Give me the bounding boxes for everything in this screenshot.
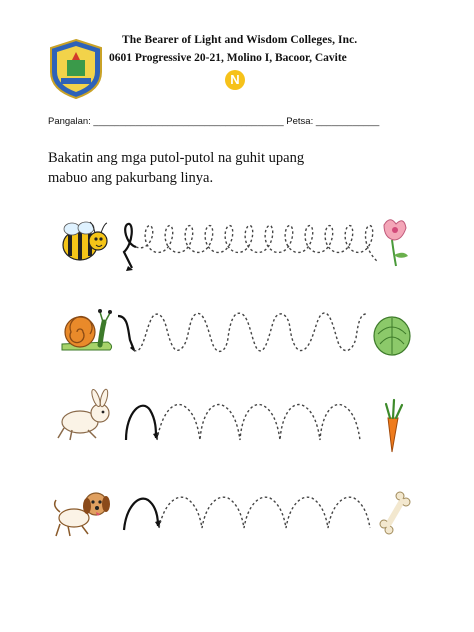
bee-icon	[63, 222, 107, 260]
lettuce-icon	[374, 317, 410, 355]
carrot-icon	[386, 400, 402, 452]
name-date-line: Pangalan: ____________________________________ Petsa: ____________	[48, 116, 380, 127]
bone-icon	[380, 492, 410, 534]
dog-icon	[55, 493, 110, 536]
hop-trace-line	[159, 497, 370, 528]
school-name: The Bearer of Light and Wisdom Colleges, Inc.	[122, 34, 358, 46]
level-badge: N	[225, 70, 245, 90]
snail-icon	[62, 309, 112, 350]
instruction-line-2: mabuo ang pakurbang linya.	[48, 170, 214, 186]
loop-trace-line	[136, 226, 378, 262]
arch-trace-line	[157, 404, 360, 440]
wave-start-stroke	[118, 316, 134, 350]
arch-start-stroke	[126, 406, 156, 440]
hop-start-stroke	[124, 499, 158, 530]
school-address: 0601 Progressive 20-21, Molino I, Bacoor, Cavite	[109, 52, 347, 64]
instruction-line-1: Bakatin ang mga putol-putol na guhit upang	[48, 150, 305, 166]
wave-trace-line	[134, 313, 366, 351]
flower-icon	[384, 220, 408, 266]
loop-start-stroke	[124, 224, 136, 268]
rabbit-icon	[58, 389, 109, 440]
